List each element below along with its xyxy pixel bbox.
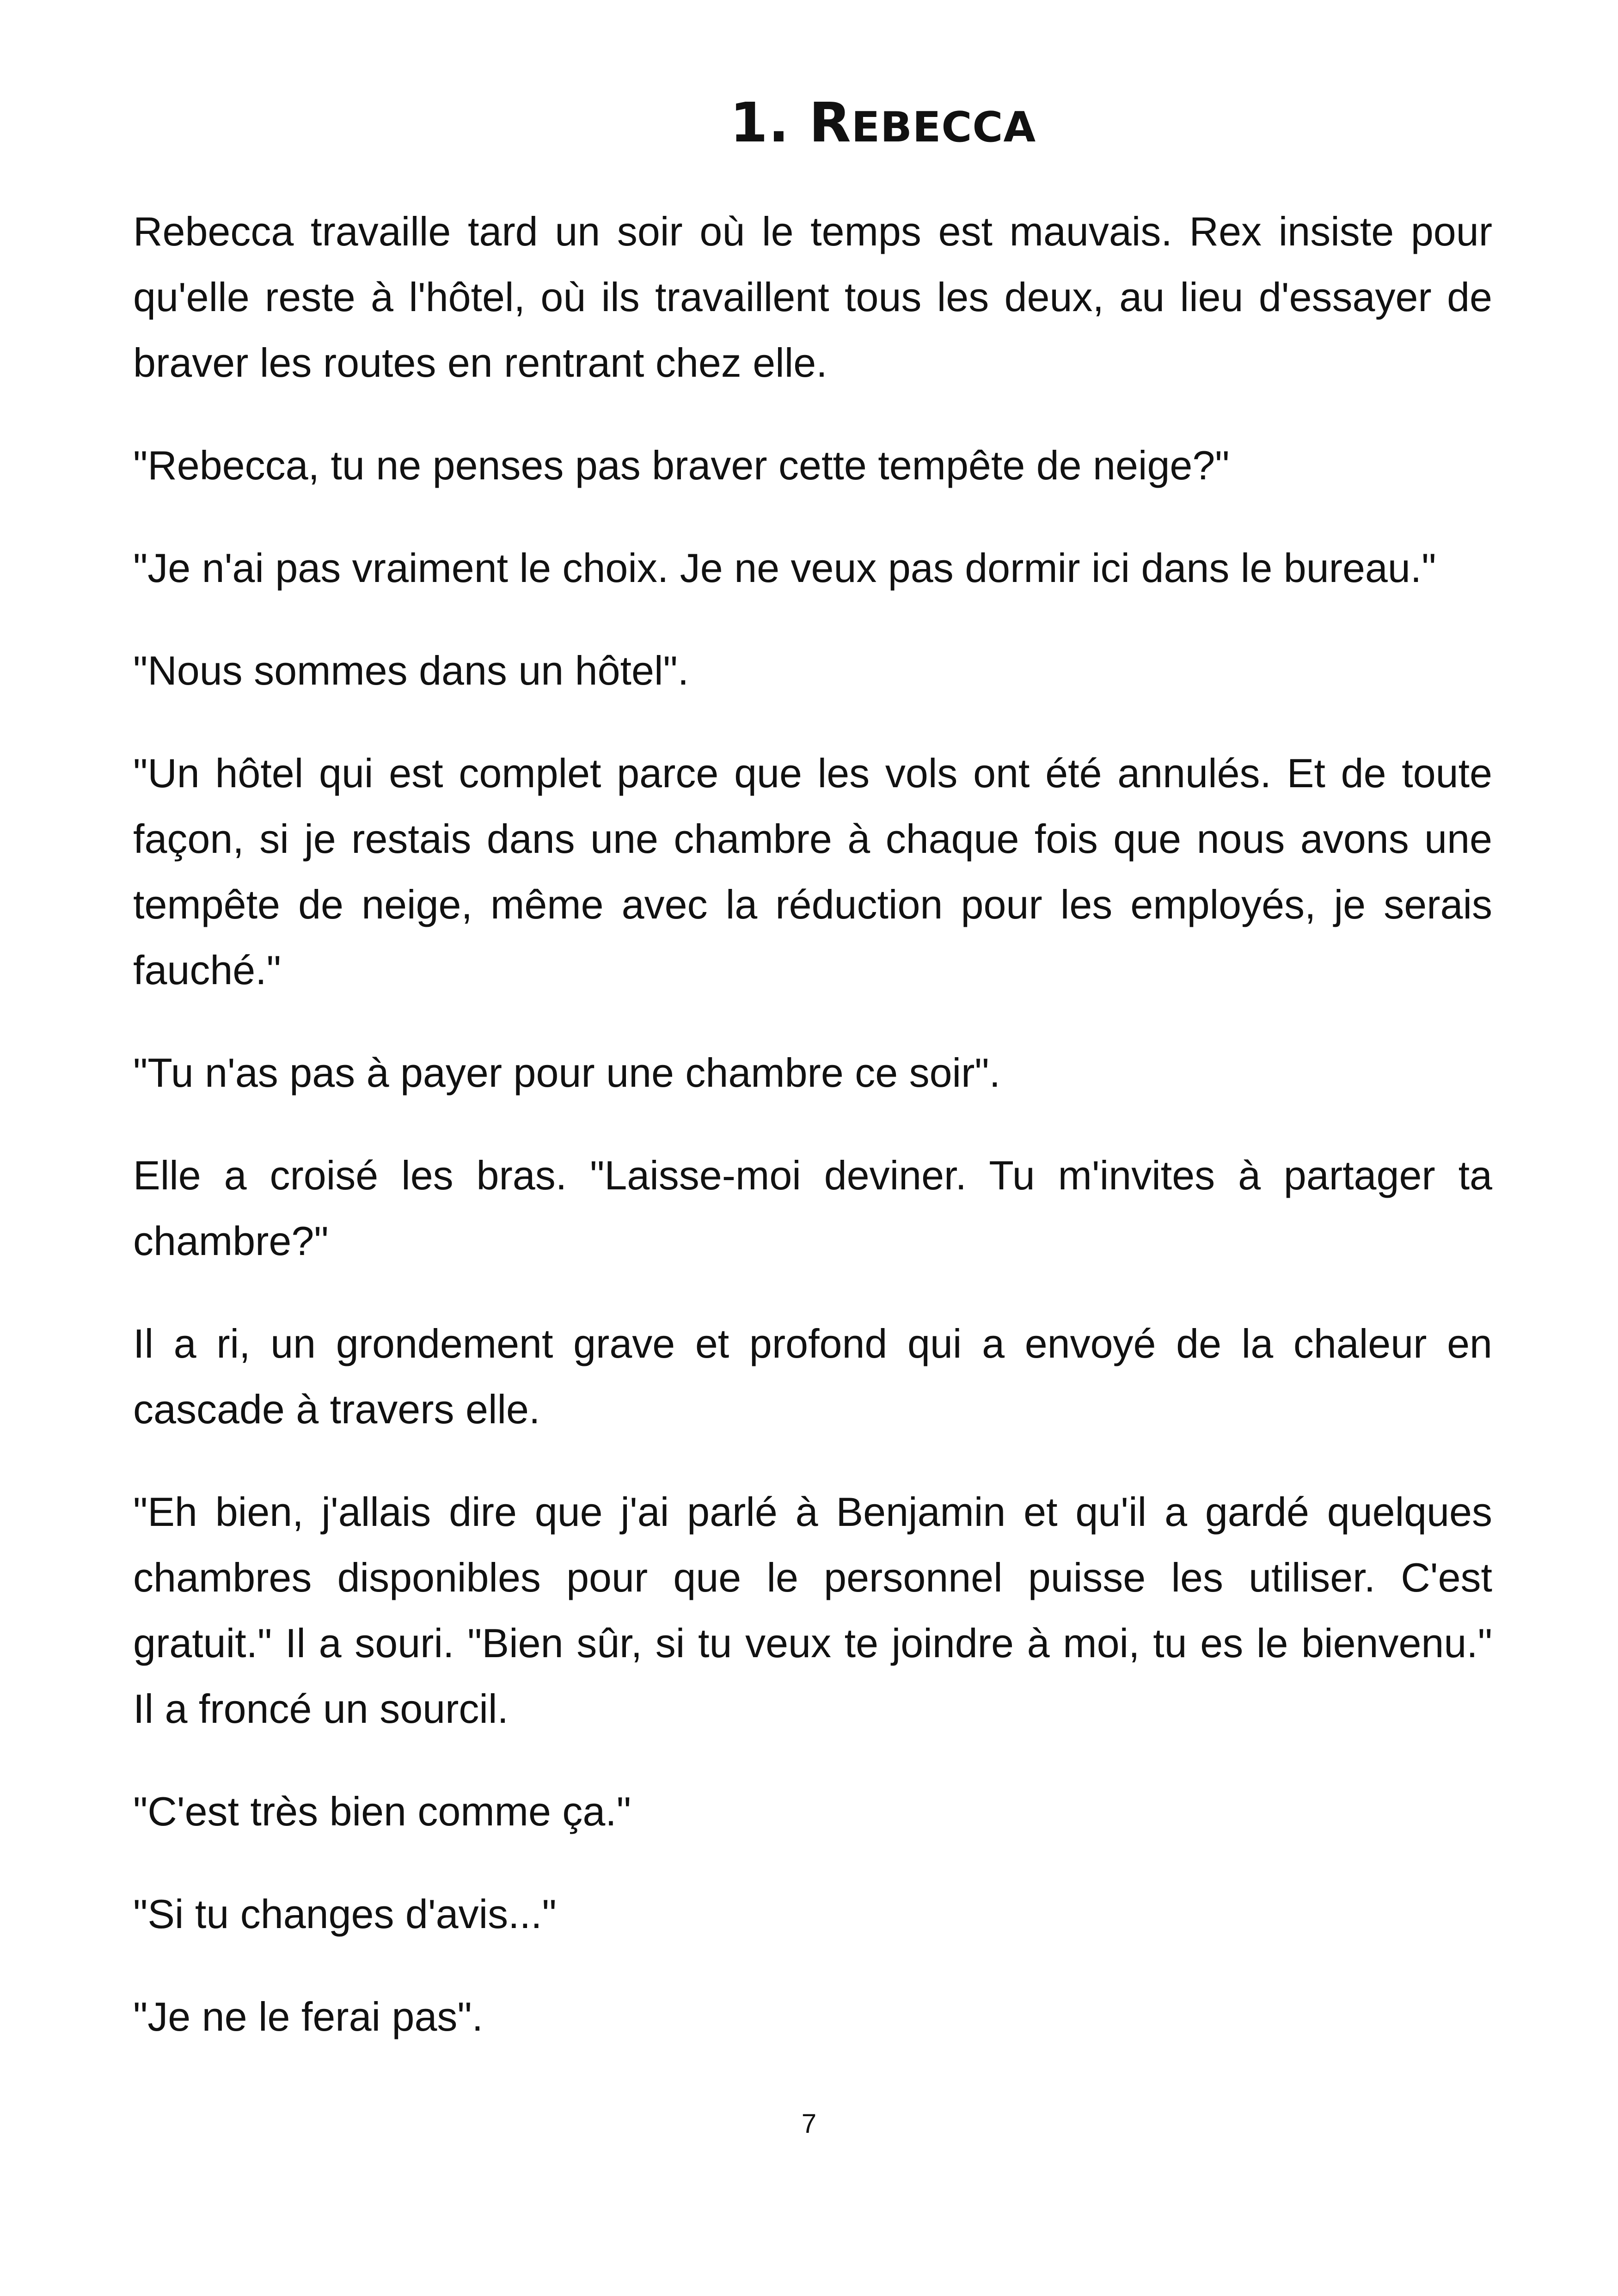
paragraph: "Nous sommes dans un hôtel". [133,648,689,693]
paragraph: "Rebecca, tu ne penses pas braver cette tempête de neige?" [133,442,1230,488]
paragraph: "Si tu changes d'avis..." [133,1891,557,1937]
chapter-name-rest: EBECCA [851,103,1036,152]
chapter-body [133,199,1492,2087]
paragraph: Elle a croisé les bras. "Laisse-moi deviner. Tu m'invites à partager ta chambre?" [133,1152,1492,1264]
paragraph: "Je ne le ferai pas". [133,1994,484,2039]
paragraph: "Tu n'as pas à payer pour une chambre ce soir". [133,1050,1001,1096]
paragraph: "Un hôtel qui est complet parce que les vols ont été annulés. Et de toute façon, si je restais dans une chambre à chaque fois que nous avons une tempête de neige, même avec la réduction pour les employés, je serais fauché." [133,750,1492,993]
paragraph: "C'est très bien comme ça." [133,1788,631,1834]
paragraph: Il a ri, un grondement grave et profond qui a envoyé de la chaleur en cascade à travers elle. [133,1321,1492,1432]
chapter-title [0,90,1618,160]
paragraph: "Je n'ai pas vraiment le choix. Je ne veux pas dormir ici dans le bureau." [133,545,1436,591]
page-number: 7 [801,2109,817,2139]
paragraph: "Eh bien, j'allais dire que j'ai parlé à Benjamin et qu'il a gardé quelques chambres disponibles pour que le personnel puisse les utiliser. C'est gratuit." Il a souri. "Bien sûr, si tu veux te joindre à moi, tu es le bienvenu." Il a froncé un sourcil. [133,1489,1492,1732]
chapter-name-initial: R [809,91,852,154]
paragraph: Rebecca travaille tard un soir où le temps est mauvais. Rex insiste pour qu'elle reste à l'hôtel, où ils travaillent tous les deux, au lieu d'essayer de braver les routes en rentrant chez elle. [133,208,1492,386]
chapter-number: 1. [729,91,790,154]
